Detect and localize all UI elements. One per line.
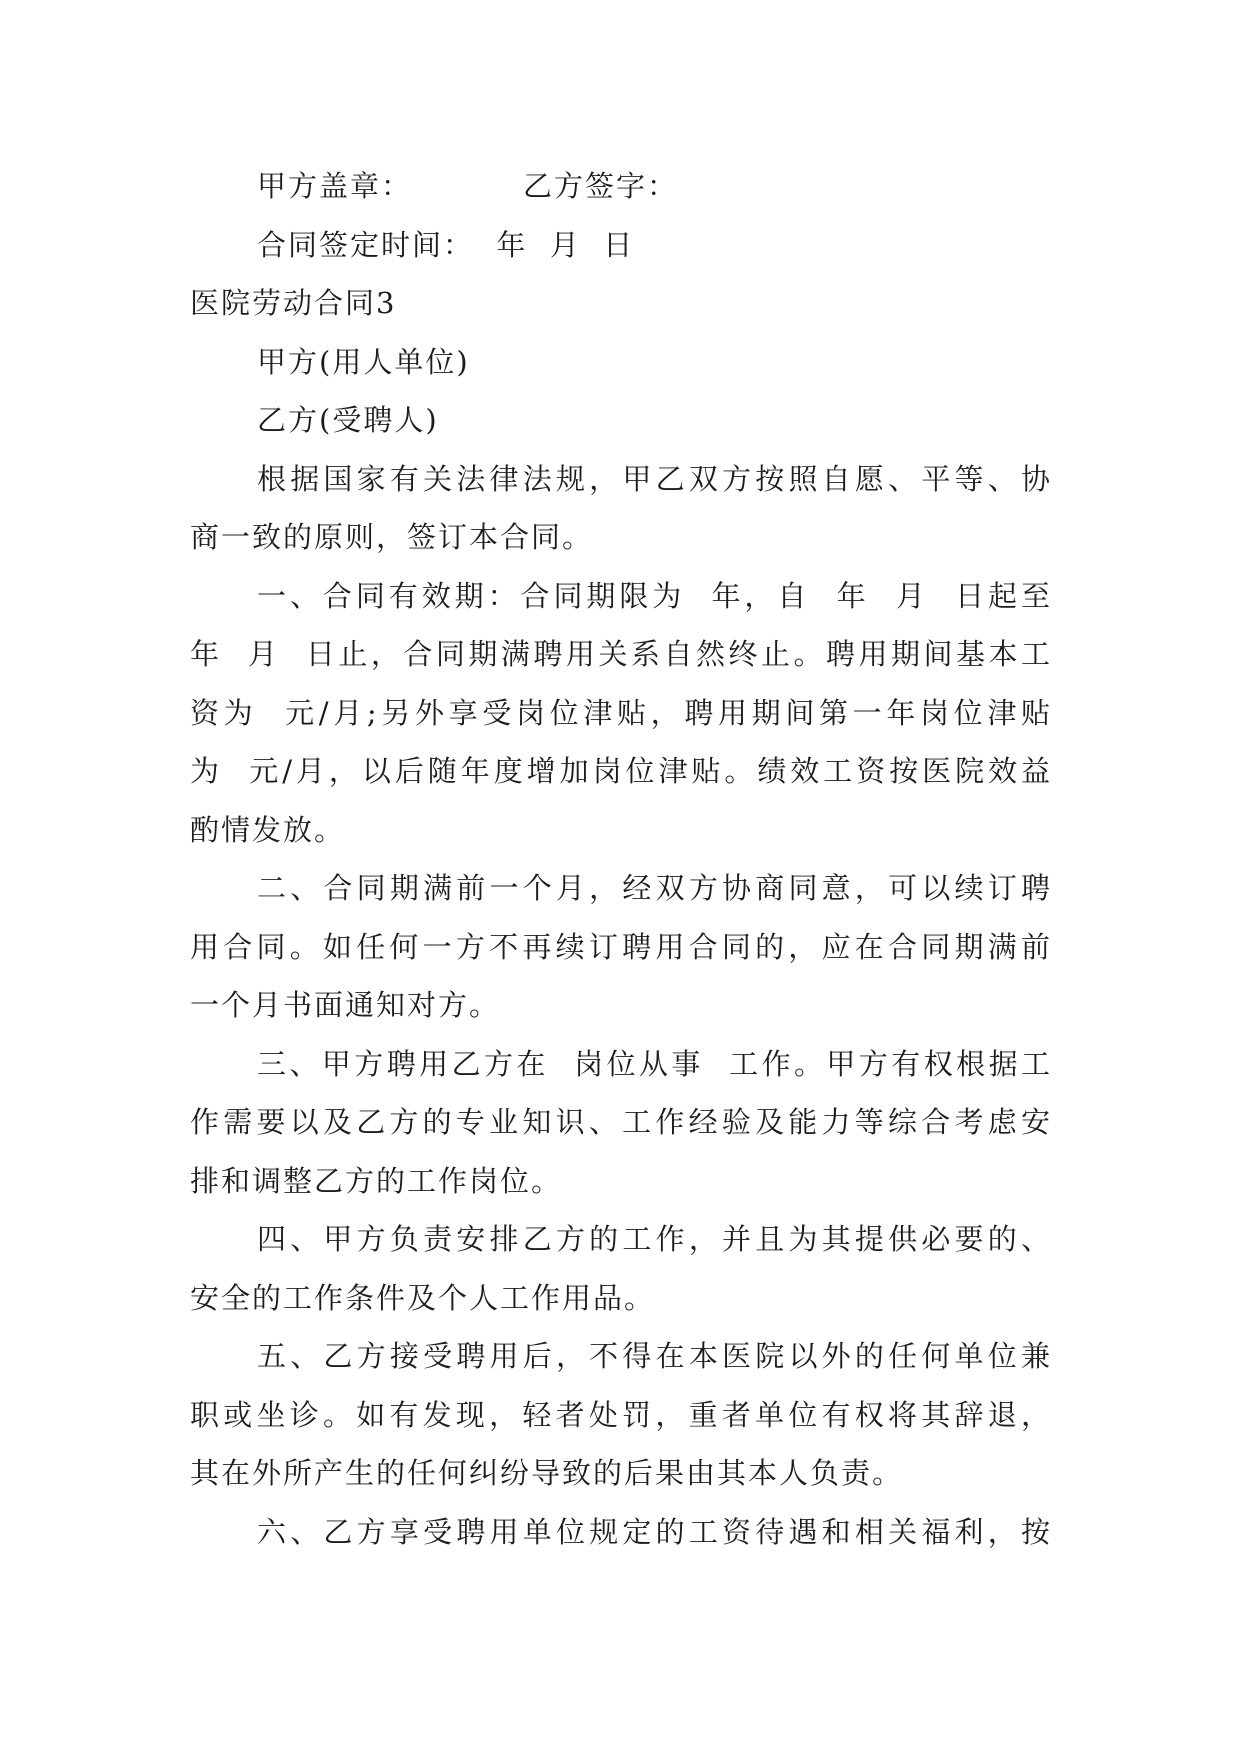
paragraph-preamble (190, 450, 1052, 567)
paragraph-line: 排和调整乙方的工作岗位。 (190, 1163, 563, 1198)
paragraph-line: 四、甲方负责安排乙方的工作，并且为其提供必要的、 (257, 1222, 1052, 1256)
party-a-seal-label: 甲方盖章： (257, 169, 413, 203)
paragraph-line: 五、乙方接受聘用后，不得在本医院以外的任何单位兼 (257, 1339, 1052, 1373)
clause-5 (190, 1327, 1052, 1503)
paragraph-line: 三、甲方聘用乙方在 岗位从事 工作。甲方有权根据工 (257, 1046, 1052, 1081)
document-body (190, 157, 1052, 1561)
clause-2 (190, 859, 1052, 1035)
signing-date-line: 合同签定时间： 年 月 日 (257, 227, 635, 262)
contract-title: 医院劳动合同3 (190, 286, 397, 320)
paragraph-line: 为 元/月，以后随年度增加岗位津贴。绩效工资按医院效益 (190, 754, 1052, 788)
paragraph-line: 用合同。如任何一方不再续订聘用合同的，应在合同期满前 (190, 929, 1052, 964)
paragraph-line: 资为 元/月;另外享受岗位津贴，聘用期间第一年岗位津贴 (190, 695, 1052, 730)
clause-3 (190, 1035, 1052, 1211)
clause-4 (190, 1210, 1052, 1327)
clause-1 (190, 567, 1052, 860)
paragraph-line: 二、合同期满前一个月，经双方协商同意，可以续订聘 (257, 871, 1052, 905)
paragraph-line: 商一致的原则，签订本合同。 (190, 520, 594, 554)
paragraph-line: 一个月书面通知对方。 (190, 988, 501, 1022)
paragraph-line: 其在外所产生的任何纠纷导致的后果由其本人负责。 (190, 1456, 904, 1490)
paragraph-line: 根据国家有关法律法规，甲乙双方按照自愿、平等、协 (257, 461, 1052, 496)
paragraph-line: 一、合同有效期：合同期限为 年，自 年 月 日起至 (257, 578, 1052, 613)
paragraph-line: 安全的工作条件及个人工作用品。 (190, 1280, 656, 1315)
party-b-signature-label: 乙方签字： (523, 169, 679, 203)
signature-line (190, 157, 1052, 216)
paragraph-line: 酌情发放。 (190, 812, 346, 847)
paragraph-line: 作需要以及乙方的专业知识、工作经验及能力等综合考虑安 (190, 1105, 1052, 1139)
paragraph-line: 六、乙方享受聘用单位规定的工资待遇和相关福利，按 (257, 1514, 1052, 1549)
paragraph-line: 年 月 日止，合同期满聘用关系自然终止。聘用期间基本工 (190, 637, 1052, 671)
clause-6 (190, 1503, 1052, 1562)
paragraph-line: 职或坐诊。如有发现，轻者处罚，重者单位有权将其辞退， (190, 1397, 1052, 1432)
party-a-line: 甲方(用人单位) (257, 344, 470, 379)
party-b-line: 乙方(受聘人) (257, 403, 439, 437)
